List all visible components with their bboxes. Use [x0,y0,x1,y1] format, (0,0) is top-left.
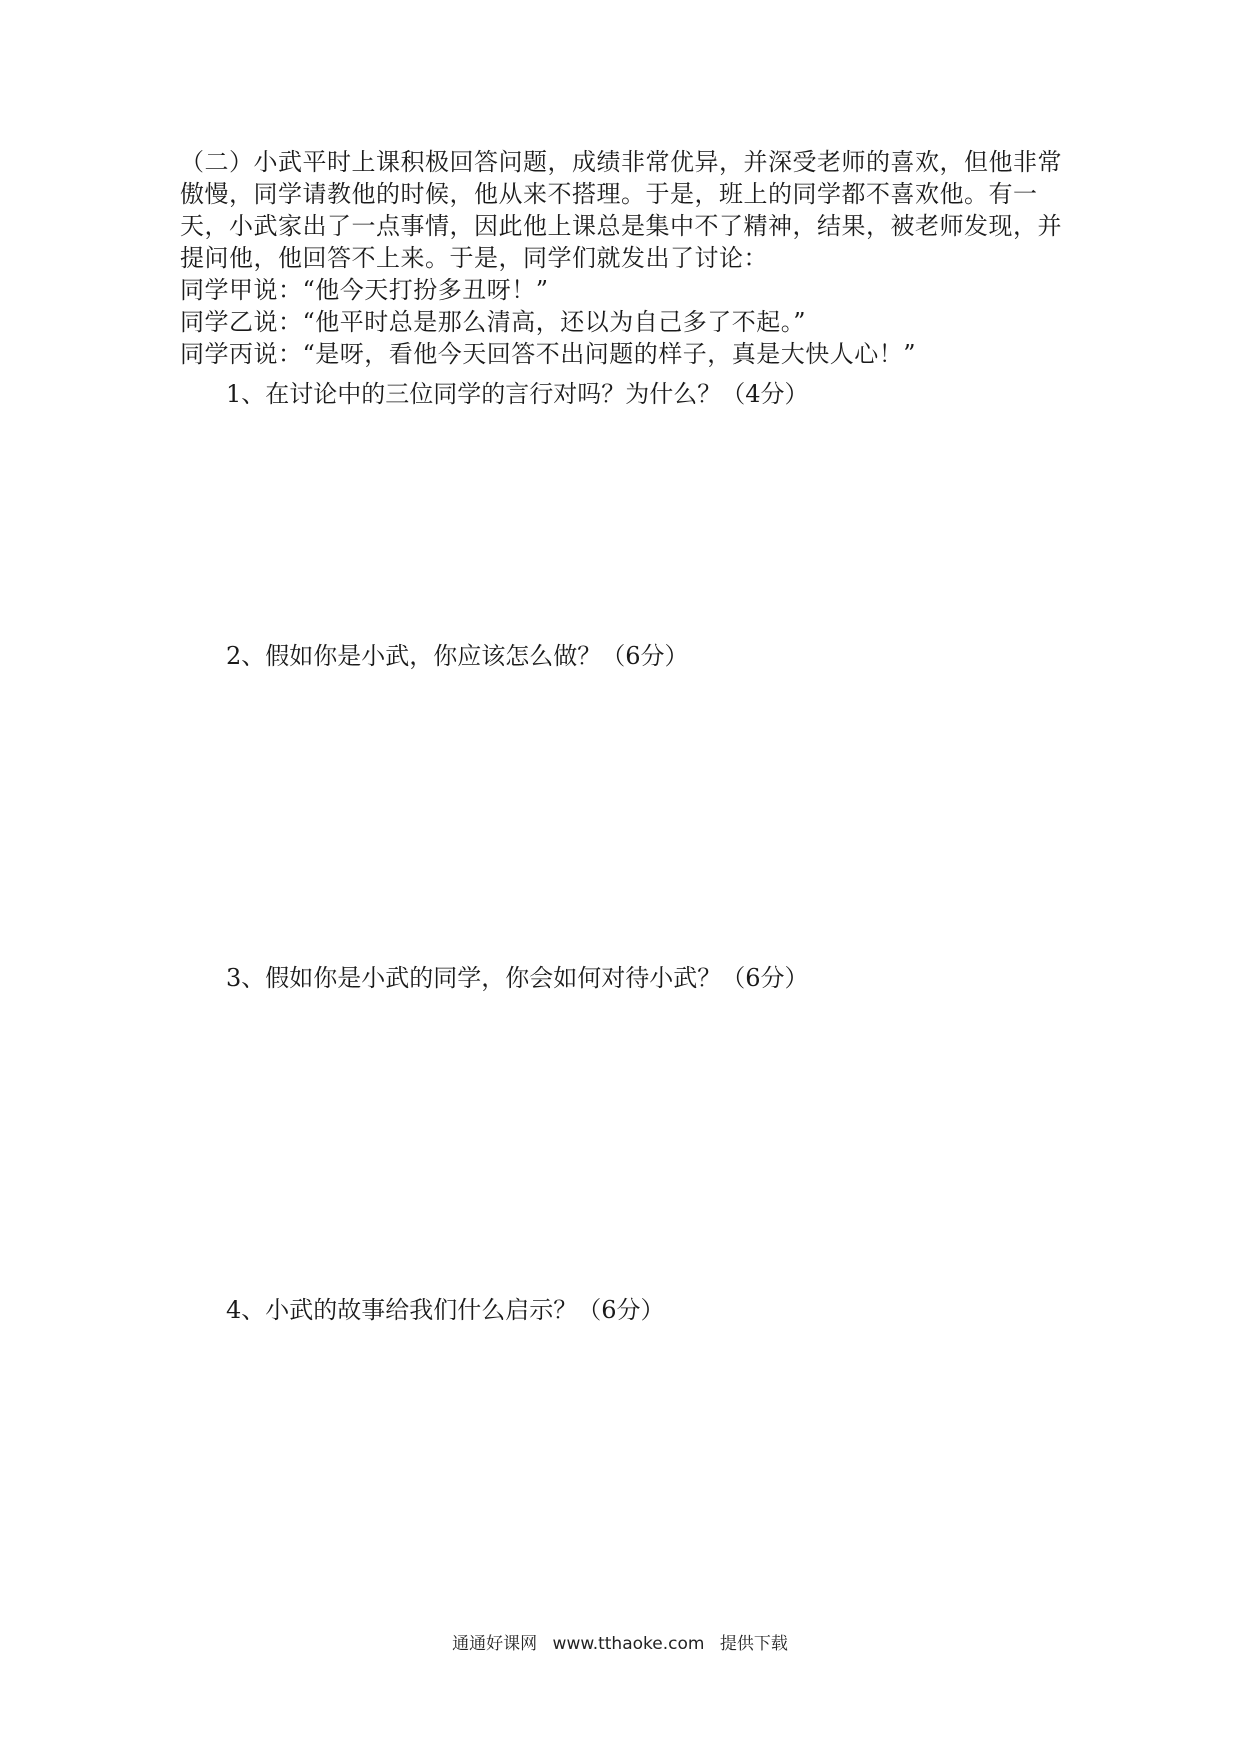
passage-quote-c: 同学丙说：“是呀，看他今天回答不出问题的样子，真是大快人心！” [180,340,917,368]
footer-site-name: 通通好课网 [452,1634,538,1654]
passage-quote-b: 同学乙说：“他平时总是那么清高，还以为自己多了不起。” [180,308,807,336]
page-footer [0,1632,1240,1656]
question-1: 1、在讨论中的三位同学的言行对吗？为什么？（4分） [226,380,809,408]
reading-passage [180,146,1080,370]
question-2: 2、假如你是小武，你应该怎么做？（6分） [226,642,689,670]
question-4: 4、小武的故事给我们什么启示？（6分） [226,1296,665,1324]
passage-intro: （二）小武平时上课积极回答问题，成绩非常优异，并深受老师的喜欢，但他非常傲慢，同学请教他的时候，他从来不搭理。于是，班上的同学都不喜欢他。有一天，小武家出了一点事情，因此他上课总是集中不了精神，结果，被老师发现，并提问他，他回答不上来。于是，同学们就发出了讨论： [180,148,1062,272]
passage-quote-a: 同学甲说：“他今天打扮多丑呀！” [180,276,549,304]
question-3: 3、假如你是小武的同学，你会如何对待小武？（6分） [226,964,809,992]
footer-url: www.tthaoke.com [552,1634,705,1654]
footer-note: 提供下载 [719,1634,788,1654]
